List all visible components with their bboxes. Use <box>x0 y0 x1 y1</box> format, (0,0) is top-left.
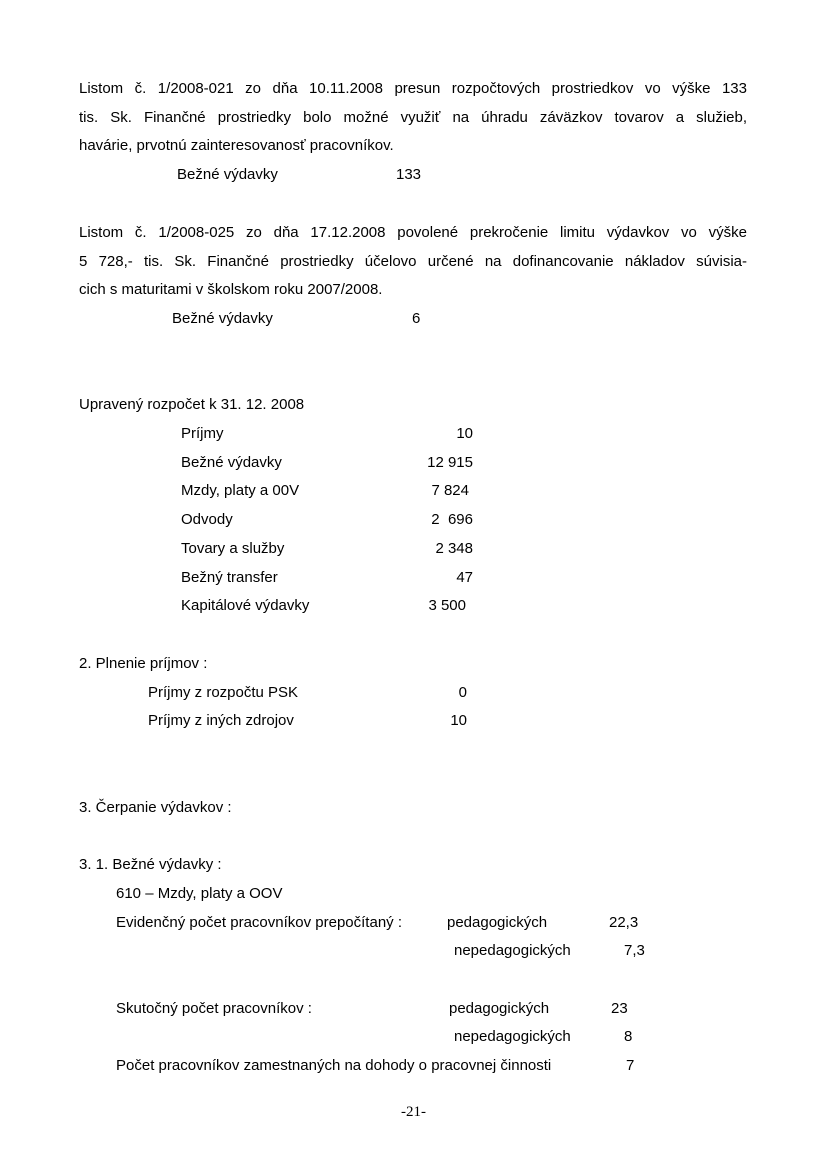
income-row-value: 0 <box>458 684 467 701</box>
expenses-subtitle: 3. 1. Bežné výdavky : <box>79 856 222 873</box>
budget-row-label: Mzdy, platy a 00V <box>181 482 300 499</box>
paragraph2-line3: cich s maturitami v školskom roku 2007/2008. <box>79 281 383 298</box>
paragraph1-line3: havárie, prvotnú zainteresovanosť pracovníkov. <box>79 137 394 154</box>
budget-row-value: 3 500 <box>428 597 466 614</box>
budget-title: Upravený rozpočet k 31. 12. 2008 <box>79 396 305 413</box>
income-row-label: Príjmy z rozpočtu PSK <box>148 684 299 701</box>
paragraph1-line2: tis. Sk. Finančné prostriedky bolo možné využiť na úhradu záväzkov tovarov a služieb, <box>79 109 747 126</box>
income-row-value: 10 <box>450 712 467 729</box>
expenses-category: 610 – Mzdy, platy a OOV <box>116 885 283 902</box>
actual-ped-value: 23 <box>611 1000 628 1017</box>
paragraph2-item-value: 6 <box>412 310 421 327</box>
agreements-value: 7 <box>626 1057 635 1074</box>
budget-row-label: Tovary a služby <box>181 540 285 557</box>
income-row-label: Príjmy z iných zdrojov <box>148 712 294 729</box>
budget-row-value: 2 696 <box>431 511 473 528</box>
budget-row-label: Bežné výdavky <box>181 454 282 471</box>
budget-row-label: Odvody <box>181 511 233 528</box>
registered-ped-label: pedagogických <box>447 914 548 931</box>
budget-row-value: 2 348 <box>435 540 473 557</box>
agreements-label: Počet pracovníkov zamestnaných na dohody o pracovnej činnosti <box>116 1057 552 1074</box>
budget-row-value: 7 824 <box>431 482 469 499</box>
registered-nonped-label: nepedagogických <box>454 942 571 959</box>
page-number: -21- <box>401 1104 426 1120</box>
registered-staff-label: Evidenčný počet pracovníkov prepočítaný : <box>116 914 402 931</box>
actual-ped-label: pedagogických <box>449 1000 550 1017</box>
budget-row-label: Bežný transfer <box>181 569 278 586</box>
paragraph2-line1: Listom č. 1/2008-025 zo dňa 17.12.2008 povolené prekročenie limitu výdavkov vo výške <box>79 224 747 241</box>
actual-nonped-value: 8 <box>624 1028 633 1045</box>
registered-ped-value: 22,3 <box>609 914 639 931</box>
actual-staff-label: Skutočný počet pracovníkov : <box>116 1000 312 1017</box>
paragraph2-line2: 5 728,- tis. Sk. Finančné prostriedky účelovo určené na dofinancovanie nákladov súvisia- <box>79 253 747 270</box>
income-title: 2. Plnenie príjmov : <box>79 655 208 672</box>
expenses-title: 3. Čerpanie výdavkov : <box>79 799 232 816</box>
registered-nonped-value: 7,3 <box>624 942 645 959</box>
budget-row-value: 12 915 <box>427 454 473 471</box>
budget-row-value: 10 <box>456 425 473 442</box>
paragraph2-item-label: Bežné výdavky <box>172 310 273 327</box>
paragraph1-line1: Listom č. 1/2008-021 zo dňa 10.11.2008 presun rozpočtových prostriedkov vo výške 133 <box>79 80 747 97</box>
actual-nonped-label: nepedagogických <box>454 1028 571 1045</box>
budget-row-label: Kapitálové výdavky <box>181 597 310 614</box>
budget-row-value: 47 <box>456 569 473 586</box>
budget-row-label: Príjmy <box>181 425 224 442</box>
paragraph1-item-label: Bežné výdavky <box>177 166 278 183</box>
paragraph1-item-value: 133 <box>396 166 422 183</box>
